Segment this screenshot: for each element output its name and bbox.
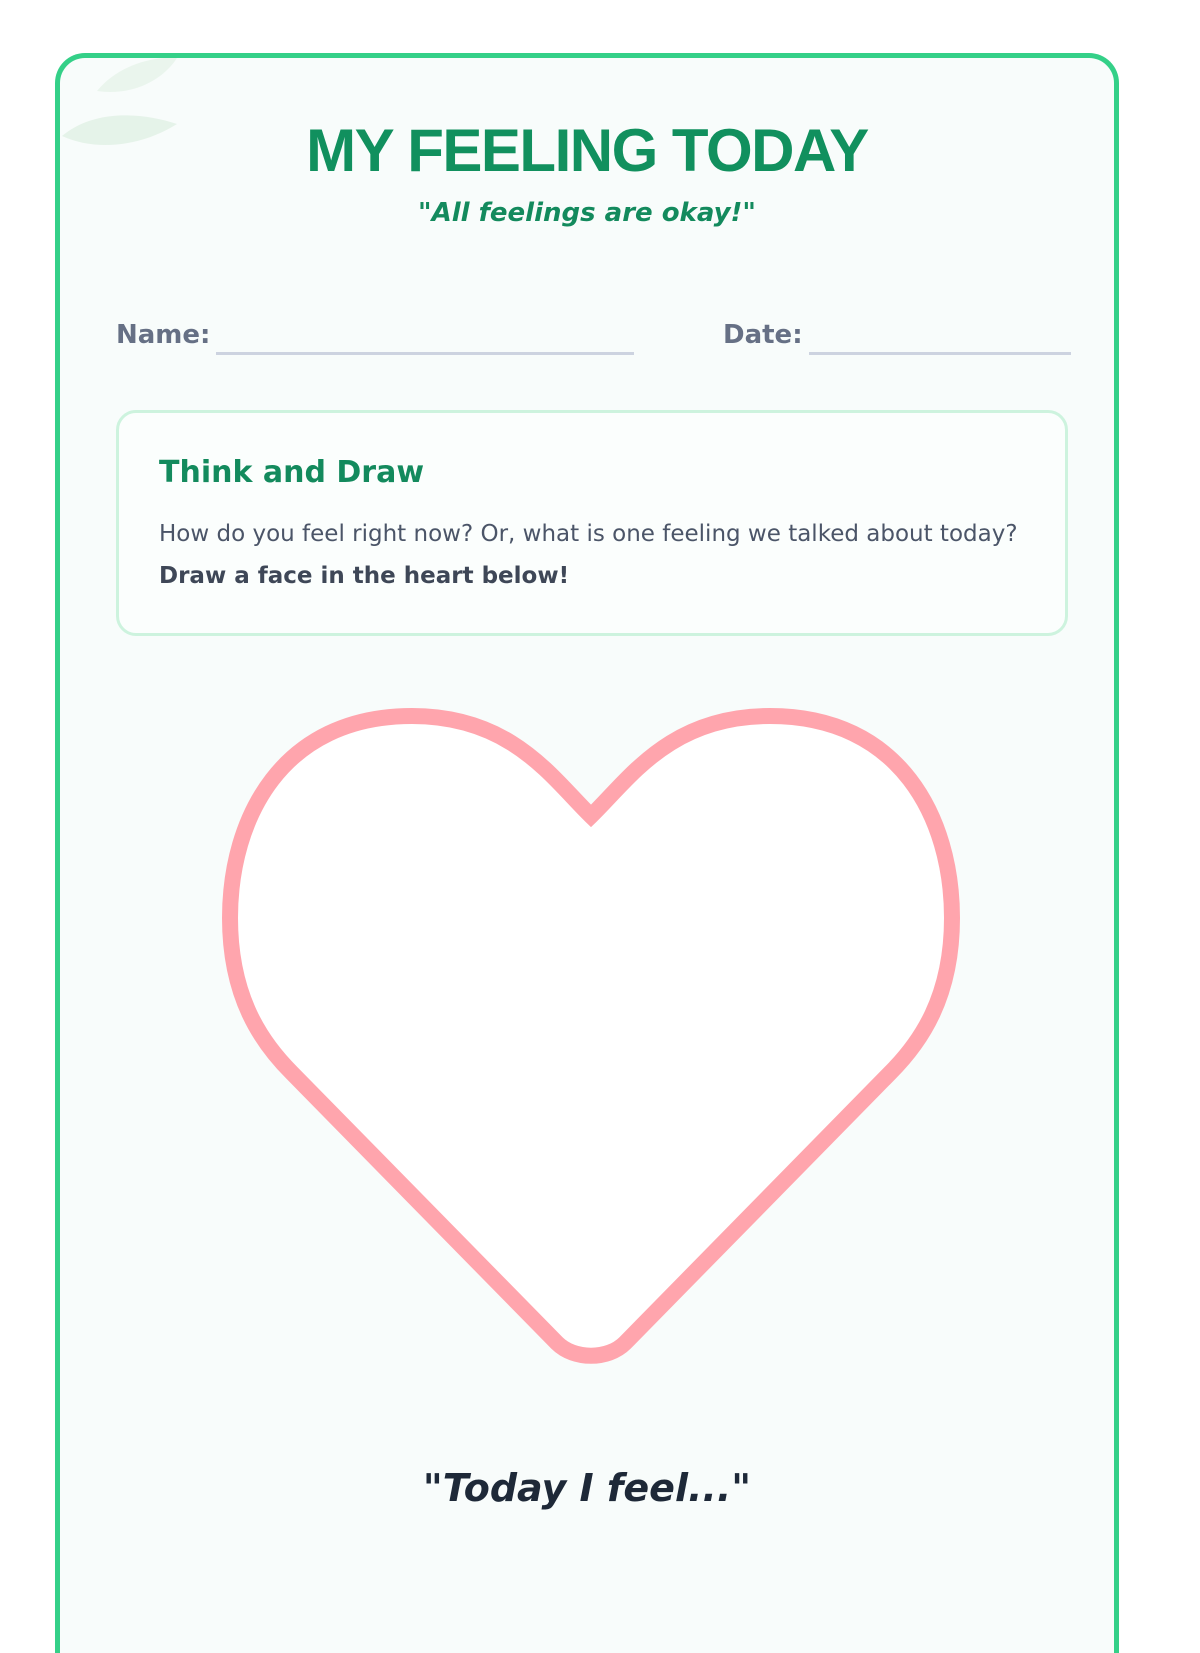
prompt-question: How do you feel right now? Or, what is one feeling we talked about today?: [159, 521, 1018, 547]
heart-outline-icon[interactable]: [222, 708, 960, 1374]
sentence-starter: "Today I feel...": [422, 1466, 752, 1510]
prompt-text: [159, 513, 1019, 597]
name-label: Name:: [116, 320, 211, 350]
prompt-heading: Think and Draw: [159, 455, 425, 490]
prompt-emphasis: Draw a face in the heart below!: [159, 563, 570, 589]
date-field-line[interactable]: [809, 352, 1071, 355]
date-label: Date:: [723, 320, 803, 350]
think-and-draw-box: [116, 410, 1068, 636]
page-title: MY FEELING TODAY: [306, 117, 868, 184]
page-subtitle: "All feelings are okay!": [418, 198, 756, 228]
name-field-line[interactable]: [216, 352, 634, 355]
worksheet-page: [55, 53, 1119, 1653]
